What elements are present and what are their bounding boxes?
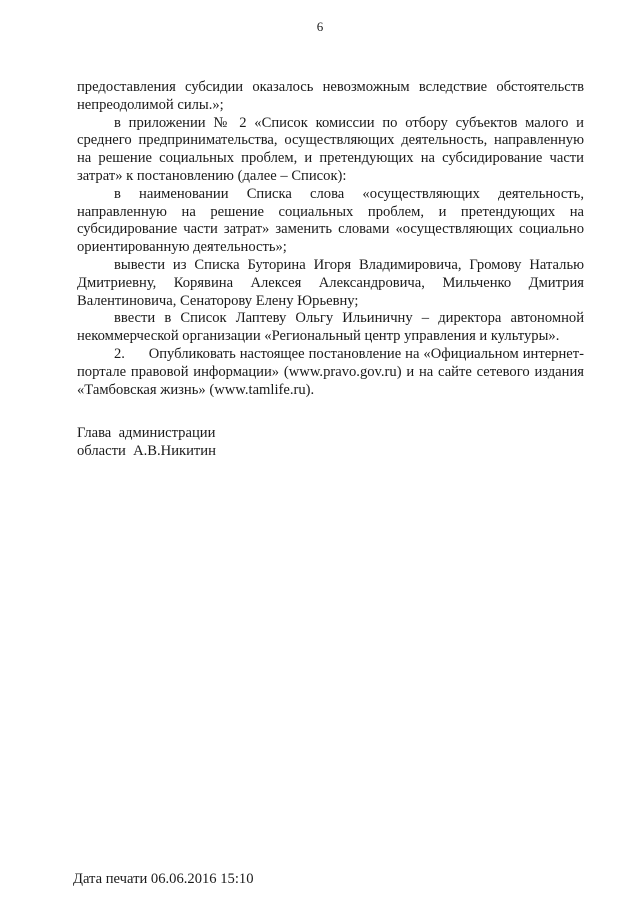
signature-position: Глава администрации [77,425,216,441]
document-body [77,79,588,399]
print-date: Дата печати 06.06.2016 15:10 [73,871,254,887]
page-number: 6 [316,19,324,34]
paragraph-publish: 2. Опубликовать настоящее постановление на «Официальном интернет-портале правовой информации» (www.pravo.gov.ru) и на сайте сетевого издания «Тамбовская жизнь» (www.tamlife.ru). [77,345,588,398]
paragraph-appendix-2: в приложении № 2 «Список комиссии по отбору субъектов малого и среднего предпринимательства, осуществляющих деятельность, направленную на решение социальных проблем, и претендующих на субсидирование части затрат» к постановлению (далее – Список): [77,114,584,184]
signature-name: области А.В.Никитин [77,442,216,459]
paragraph-list-title: в наименовании Списка слова «осуществляющих деятельность, направленную на решение социальных проблем, и претендующих на субсидирование части затрат» заменить словами «осуществляющих социально ориентированную деятельность»; [77,185,584,256]
paragraph-add-member: ввести в Список Лаптеву Ольгу Ильиничну – директора автономной некоммерческой организации «Региональный центр управления и культуры». [77,310,584,345]
paragraph-continuation: предоставления субсидии оказалось невозможным вследствие обстоятельств непреодолимой силы.»; [77,79,584,113]
signature-block [77,425,216,461]
paragraph-remove-members: вывести из Списка Буторина Игоря Владимировича, Громову Наталью Дмитриевну, Корявина Алексея Александровича, Мильченко Дмитрия Валентиновича, Сенаторову Елену Юрьевну; [77,256,584,309]
